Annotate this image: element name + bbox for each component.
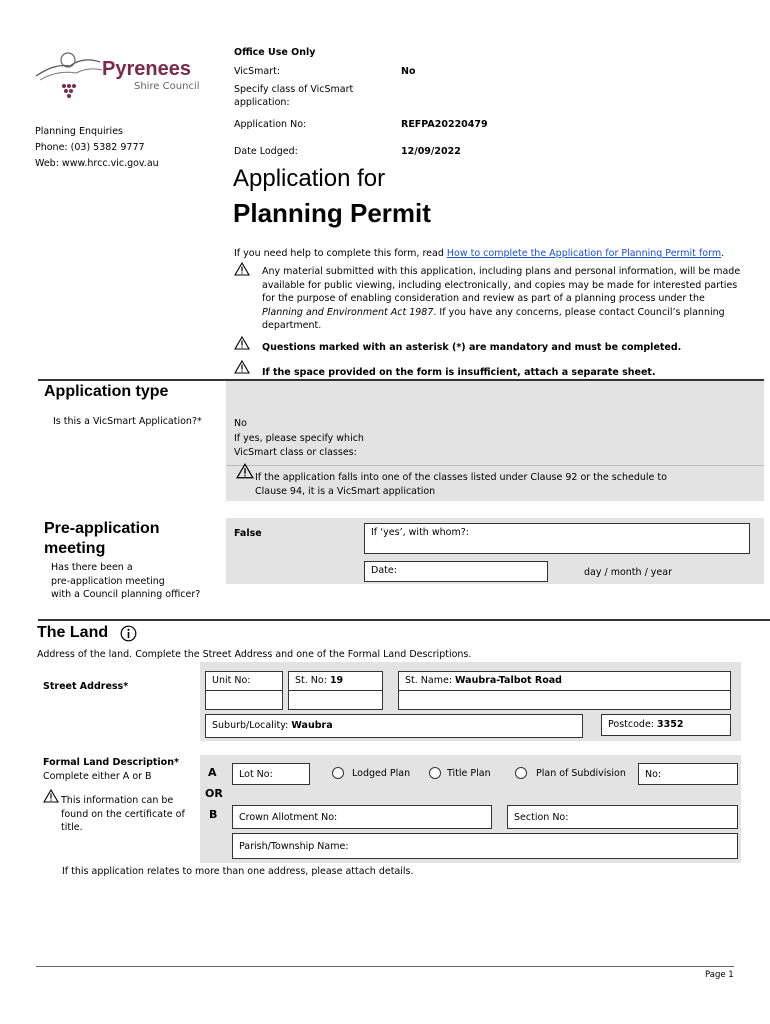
meeting-date-field[interactable]: Date: xyxy=(364,561,548,582)
vicsmart-question: Is this a VicSmart Application?* xyxy=(53,416,202,427)
class-label-2: application: xyxy=(234,97,290,108)
footer-divider xyxy=(36,966,734,967)
postcode-field[interactable]: Postcode: 3352 xyxy=(601,714,731,736)
warning-icon xyxy=(234,262,250,276)
page-title: Planning Permit xyxy=(233,198,431,228)
section-divider xyxy=(38,619,770,621)
notice-text: Any material submitted with this application, including plans and personal information, will be made available for public viewing, including electronically, and copies may be made for interested parties for the purpose of enabling consideration and review as part of a planning process under the Planning and Environment Act 1987. If you have any concerns, please contact Council’s planning department. xyxy=(262,266,741,331)
page-number: Page 1 xyxy=(705,970,734,980)
office-use-title: Office Use Only xyxy=(234,47,316,58)
formal-land-sub: Complete either A or B xyxy=(43,771,152,782)
vicsmart-value: No xyxy=(401,66,416,77)
pre-application-answer[interactable]: False xyxy=(234,528,262,539)
logo-name: Pyrenees xyxy=(102,58,191,80)
help-text: If you need help to complete this form, read How to complete the Application for Planning Permit form. xyxy=(234,248,725,259)
title-plan-radio[interactable] xyxy=(429,767,441,779)
street-no-field-line-2[interactable] xyxy=(288,690,383,710)
application-no-label: Application No: xyxy=(234,119,307,130)
vicsmart-note: If the application falls into one of the classes listed under Clause 92 or the schedule to Clause 94, it is a VicSmart application xyxy=(255,472,667,497)
warning-icon xyxy=(234,360,250,374)
mandatory-note: Questions marked with an asterisk (*) are mandatory and must be completed. xyxy=(262,342,682,353)
multiple-address-note: If this application relates to more than one address, please attach details. xyxy=(62,866,414,877)
plan-no-field[interactable]: No: xyxy=(638,763,738,785)
heading-line-1: Application for xyxy=(233,165,386,192)
with-whom-field[interactable]: If ‘yes’, with whom?: xyxy=(364,523,750,554)
panel-divider xyxy=(226,465,764,466)
web: Web: www.hrcc.vic.gov.au xyxy=(35,158,159,169)
pre-application-question: Has there been a pre-application meeting with a Council planning officer? xyxy=(51,562,201,600)
suburb-field[interactable]: Suburb/Locality: Waubra xyxy=(205,714,583,738)
specify-class: If yes, please specify which VicSmart class or classes: xyxy=(234,433,364,458)
the-land-title: The Land xyxy=(37,624,109,641)
planning-enquiries: Planning Enquiries xyxy=(35,126,123,137)
plan-of-subdivision-label: Plan of Subdivision xyxy=(536,768,626,779)
application-no-value: REFPA20220479 xyxy=(401,119,488,130)
warning-icon xyxy=(43,789,59,803)
or-label: OR xyxy=(205,787,223,800)
vicsmart-answer[interactable]: No xyxy=(234,418,247,429)
lodged-plan-label: Lodged Plan xyxy=(352,768,411,779)
help-link[interactable]: How to complete the Application for Planning Permit form xyxy=(446,248,722,259)
phone: Phone: (03) 5382 9777 xyxy=(35,142,145,153)
logo-subtitle: Shire Council xyxy=(134,81,200,92)
class-label: Specify class of VicSmart xyxy=(234,84,354,95)
pre-application-title: Pre-application meeting xyxy=(44,520,160,557)
formal-land-label: Formal Land Description* xyxy=(43,757,179,768)
warning-icon xyxy=(234,336,250,350)
unit-no-field-line-2[interactable] xyxy=(205,690,283,710)
option-b-label: B xyxy=(209,808,218,821)
application-type-title: Application type xyxy=(44,383,169,400)
info-circle-icon xyxy=(120,625,137,642)
lodged-plan-radio[interactable] xyxy=(332,767,344,779)
street-no-field[interactable]: St. No: 19 xyxy=(288,671,383,691)
unit-no-field[interactable]: Unit No: xyxy=(205,671,283,691)
option-a-label: A xyxy=(208,766,217,779)
formal-land-note: This information can be found on the certificate of title. xyxy=(61,795,185,833)
date-lodged-label: Date Lodged: xyxy=(234,146,298,157)
vicsmart-label: VicSmart: xyxy=(234,66,281,77)
date-format-hint: day / month / year xyxy=(584,567,672,578)
mountain-logo-icon xyxy=(34,46,104,104)
plan-of-subdivision-radio[interactable] xyxy=(515,767,527,779)
street-name-field[interactable]: St. Name: Waubra-Talbot Road xyxy=(398,671,731,691)
street-name-field-line-2[interactable] xyxy=(398,690,731,710)
title-plan-label: Title Plan xyxy=(447,768,491,779)
parish-township-field[interactable]: Parish/Township Name: xyxy=(232,833,738,859)
section-no-field[interactable]: Section No: xyxy=(507,805,738,829)
space-note: If the space provided on the form is insufficient, attach a separate sheet. xyxy=(262,367,656,378)
council-logo xyxy=(34,46,204,106)
land-description: Address of the land. Complete the Street Address and one of the Formal Land Descriptions. xyxy=(37,649,472,660)
lot-no-field[interactable]: Lot No: xyxy=(232,763,310,785)
crown-allotment-field[interactable]: Crown Allotment No: xyxy=(232,805,492,829)
warning-icon xyxy=(236,463,254,479)
street-address-label: Street Address* xyxy=(43,681,129,692)
date-lodged-value: 12/09/2022 xyxy=(401,146,461,157)
